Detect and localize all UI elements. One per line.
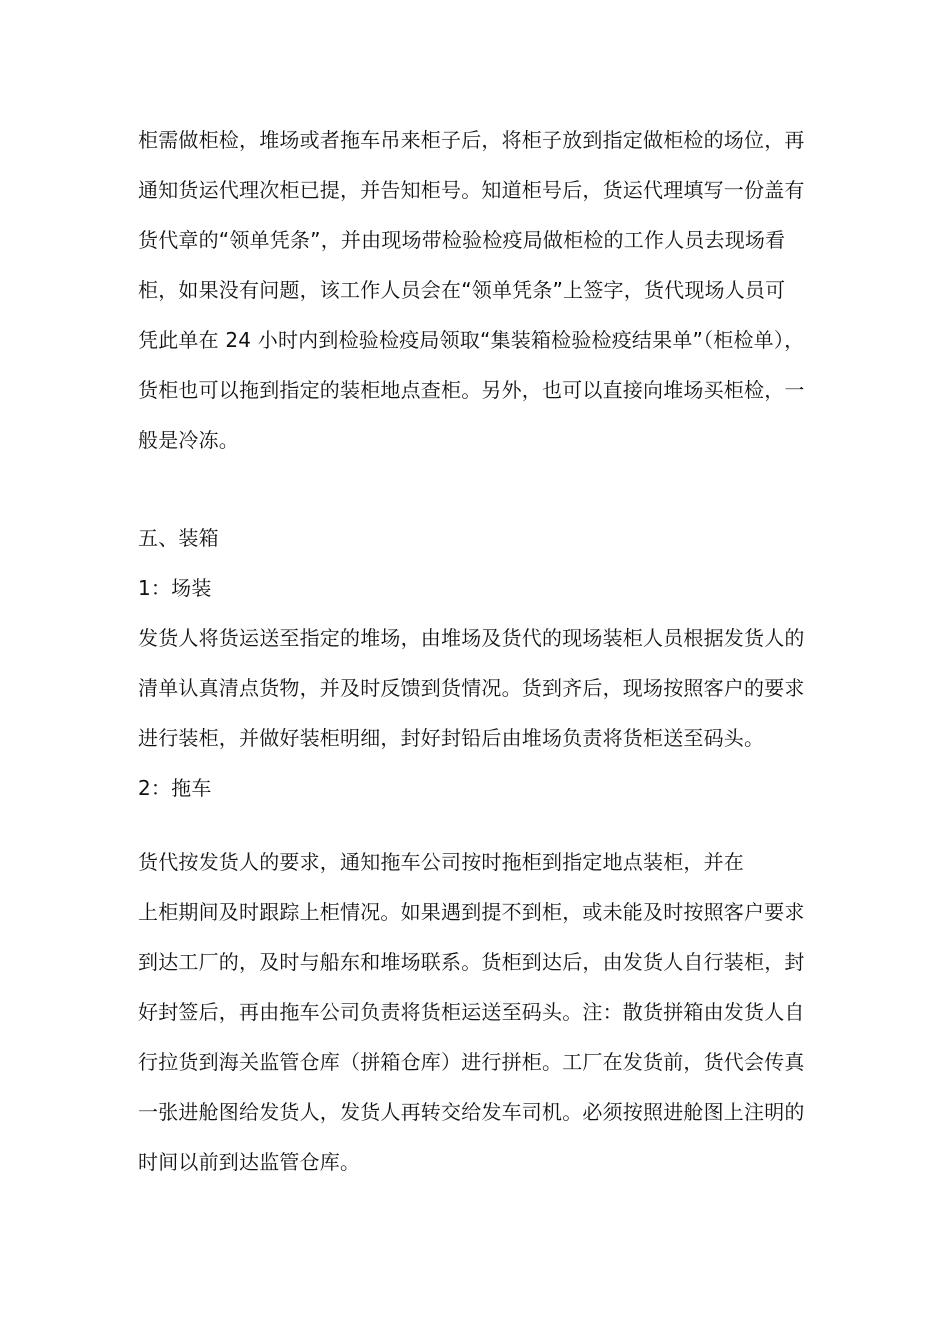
paragraph-line: 货代按发货人的要求，通知拖车公司按时拖柜到指定地点装柜，并在	[138, 850, 744, 874]
paragraph-line: 货柜也可以拖到指定的装柜地点查柜。另外，也可以直接向堆场买柜检，一	[138, 378, 805, 402]
paragraph-line: 上柜期间及时跟踪上柜情况。如果遇到提不到柜，或未能及时按照客户要求	[138, 900, 805, 924]
paragraph-line: 通知货运代理次柜已提，并告知柜号。知道柜号后，货运代理填写一份盖有	[138, 178, 805, 202]
subsection-heading: 2：拖车	[138, 776, 212, 800]
paragraph-line: 到达工厂的，及时与船东和堆场联系。货柜到达后，由发货人自行装柜，封	[138, 950, 805, 974]
paragraph-line: 柜需做柜检，堆场或者拖车吊来柜子后，将柜子放到指定做柜检的场位，再	[138, 128, 805, 152]
paragraph-line: 发货人将货运送至指定的堆场，由堆场及货代的现场装柜人员根据发货人的	[138, 626, 805, 650]
paragraph-line: 凭此单在 24 小时内到检验检疫局领取“集装箱检验检疫结果单”（柜检单），	[138, 328, 805, 352]
paragraph-line: 时间以前到达监管仓库。	[138, 1150, 361, 1174]
paragraph-line: 般是冷冻。	[138, 428, 239, 452]
paragraph-line: 进行装柜，并做好装柜明细，封好封铅后由堆场负责将货柜送至码头。	[138, 726, 765, 750]
paragraph-line: 好封签后，再由拖车公司负责将货柜运送至码头。注：散货拼箱由发货人自	[138, 1000, 805, 1024]
paragraph-line: 行拉货到海关监管仓库（拼箱仓库）进行拼柜。工厂在发货前，货代会传真	[138, 1050, 805, 1074]
paragraph-line: 柜，如果没有问题，该工作人员会在“领单凭条”上签字，货代现场人员可	[138, 278, 786, 302]
paragraph-line: 货代章的“领单凭条”，并由现场带检验检疫局做柜检的工作人员去现场看	[138, 228, 786, 252]
section-heading: 五、装箱	[138, 526, 219, 550]
subsection-heading: 1：场装	[138, 576, 212, 600]
paragraph-line: 清单认真清点货物，并及时反馈到货情况。货到齐后，现场按照客户的要求	[138, 676, 805, 700]
paragraph-line: 一张进舱图给发货人，发货人再转交给发车司机。必须按照进舱图上注明的	[138, 1100, 805, 1124]
